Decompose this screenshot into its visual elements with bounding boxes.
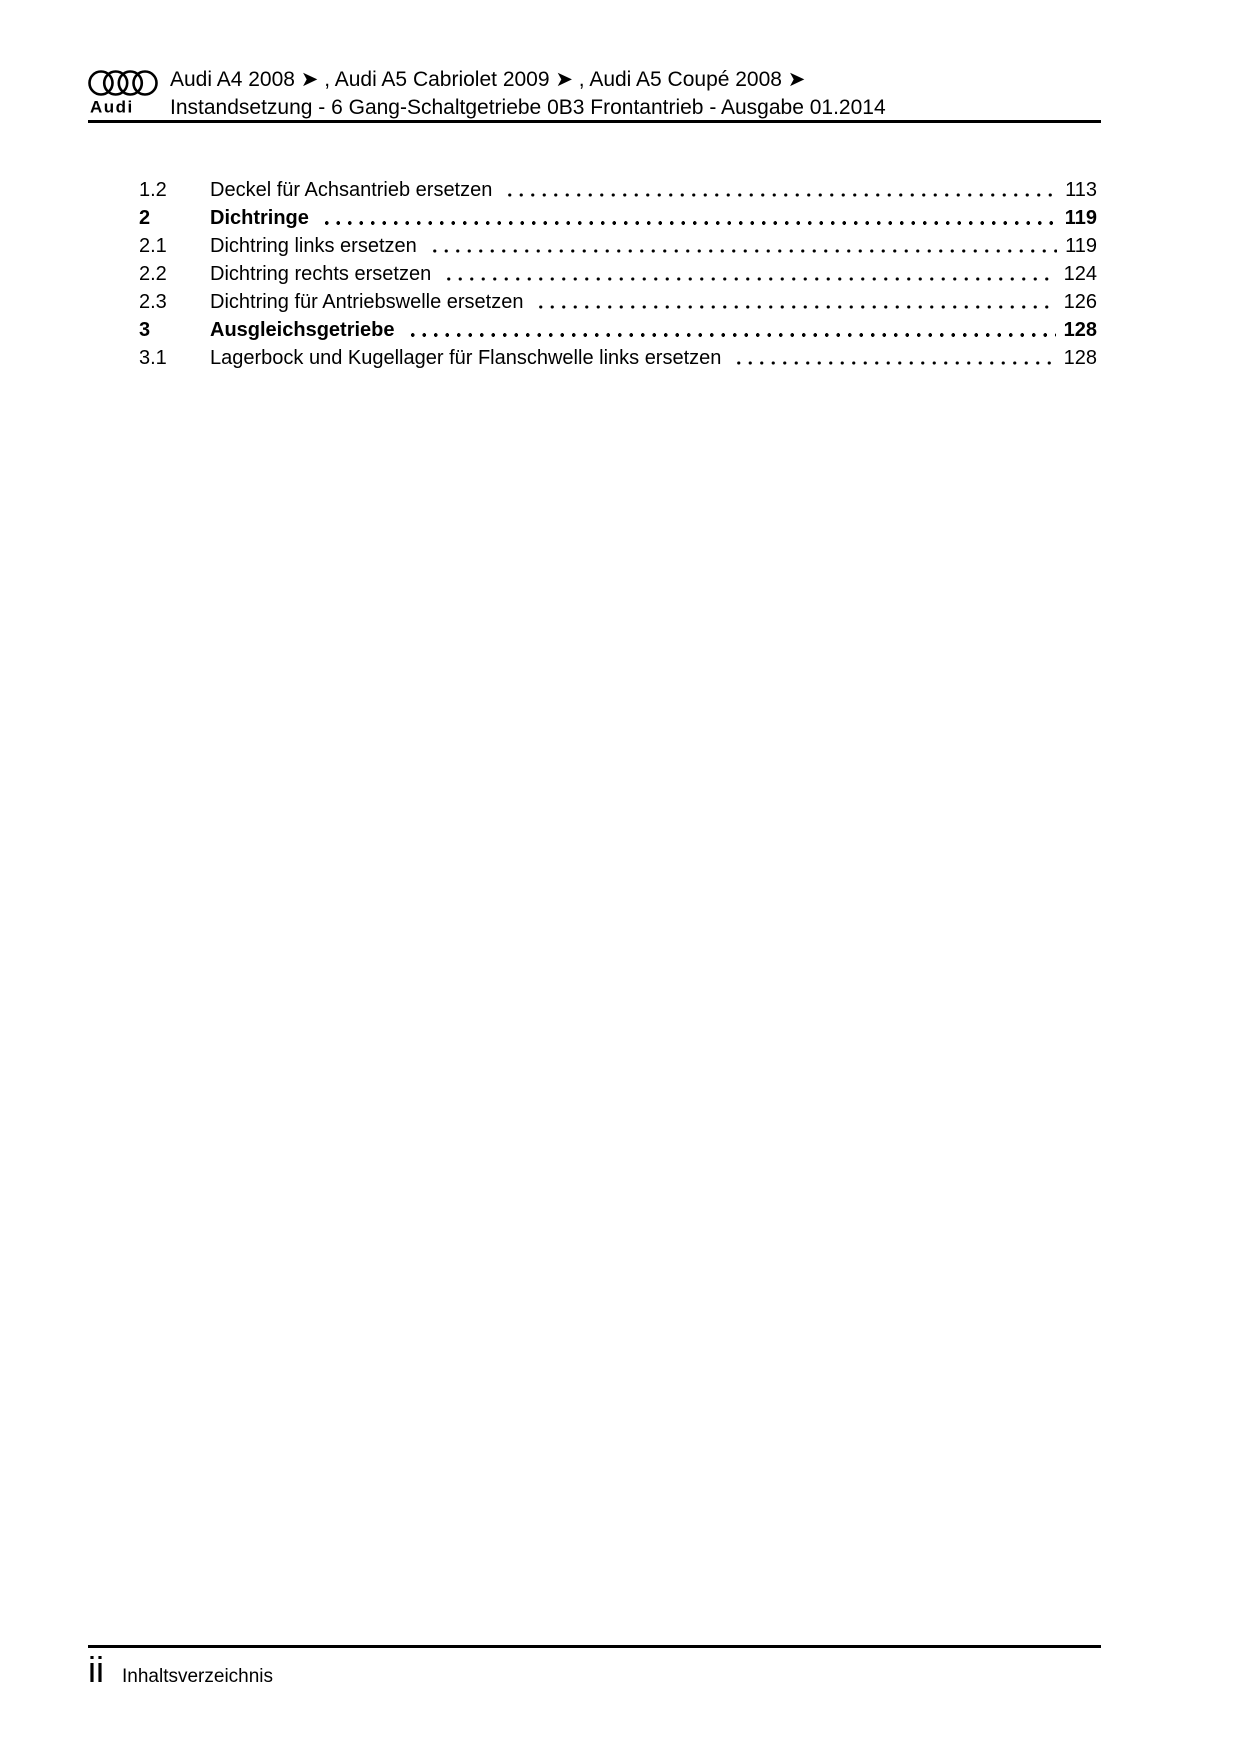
toc-entry-number: 1.2 bbox=[139, 179, 167, 201]
toc-entry bbox=[139, 316, 1097, 344]
toc-entry-number: 2.2 bbox=[139, 263, 167, 285]
toc-entry-number: 3.1 bbox=[139, 347, 167, 369]
footer-section-label: Inhaltsverzeichnis bbox=[122, 1666, 274, 1687]
toc-entry-title: Dichtringe bbox=[210, 207, 309, 229]
toc-entry bbox=[139, 260, 1097, 288]
toc-entry-page: 128 bbox=[1063, 347, 1097, 369]
audi-wordmark: Audi bbox=[90, 98, 134, 117]
toc-entry-title: Dichtring für Antriebswelle ersetzen bbox=[210, 291, 524, 313]
toc-entry-number: 3 bbox=[139, 319, 151, 341]
toc-entry bbox=[139, 176, 1097, 204]
toc-entry-title: Dichtring rechts ersetzen bbox=[210, 263, 432, 285]
toc-entry bbox=[139, 232, 1097, 260]
toc-entry-page: 124 bbox=[1063, 263, 1097, 285]
header-models-line: Audi A4 2008 ➤ , Audi A5 Cabriolet 2009 ➤ , Audi A5 Coupé 2008 ➤ bbox=[170, 68, 806, 91]
toc-entry-page: 119 bbox=[1065, 235, 1097, 257]
audi-logo bbox=[88, 64, 170, 116]
toc-entry-page: 119 bbox=[1064, 207, 1097, 229]
toc-entry-page: 113 bbox=[1065, 179, 1097, 201]
toc-entry-title: Deckel für Achsantrieb ersetzen bbox=[210, 179, 493, 201]
dot-leader bbox=[429, 249, 1057, 253]
toc-entry-title: Dichtring links ersetzen bbox=[210, 235, 417, 257]
dot-leader bbox=[321, 221, 1057, 225]
toc-entry-number: 2 bbox=[139, 207, 151, 229]
header-text bbox=[170, 64, 886, 122]
toc-entry bbox=[139, 344, 1097, 372]
toc-entry bbox=[139, 288, 1097, 316]
footer-divider bbox=[88, 1645, 1101, 1648]
dot-leader bbox=[733, 361, 1055, 365]
toc-list bbox=[139, 176, 1097, 372]
audi-rings-icon bbox=[88, 68, 158, 98]
dot-leader bbox=[504, 193, 1057, 197]
toc-entry bbox=[139, 204, 1097, 232]
footer-page-number: ii bbox=[88, 1649, 104, 1690]
dot-leader bbox=[443, 277, 1055, 281]
toc-entry-number: 2.1 bbox=[139, 235, 167, 257]
toc-entry-number: 2.3 bbox=[139, 291, 167, 313]
dot-leader bbox=[535, 305, 1055, 309]
dot-leader bbox=[407, 333, 1056, 337]
toc-entry-page: 128 bbox=[1063, 319, 1097, 341]
toc-entry-title: Lagerbock und Kugellager für Flanschwelle links ersetzen bbox=[210, 347, 722, 369]
page-header bbox=[88, 64, 1101, 122]
header-divider bbox=[88, 120, 1101, 123]
toc-entry-page: 126 bbox=[1063, 291, 1097, 313]
page-footer bbox=[88, 1650, 273, 1690]
header-subtitle-line: Instandsetzung - 6 Gang-Schaltgetriebe 0B3 Frontantrieb - Ausgabe 01.2014 bbox=[170, 96, 886, 119]
toc-entry-title: Ausgleichsgetriebe bbox=[210, 319, 395, 341]
